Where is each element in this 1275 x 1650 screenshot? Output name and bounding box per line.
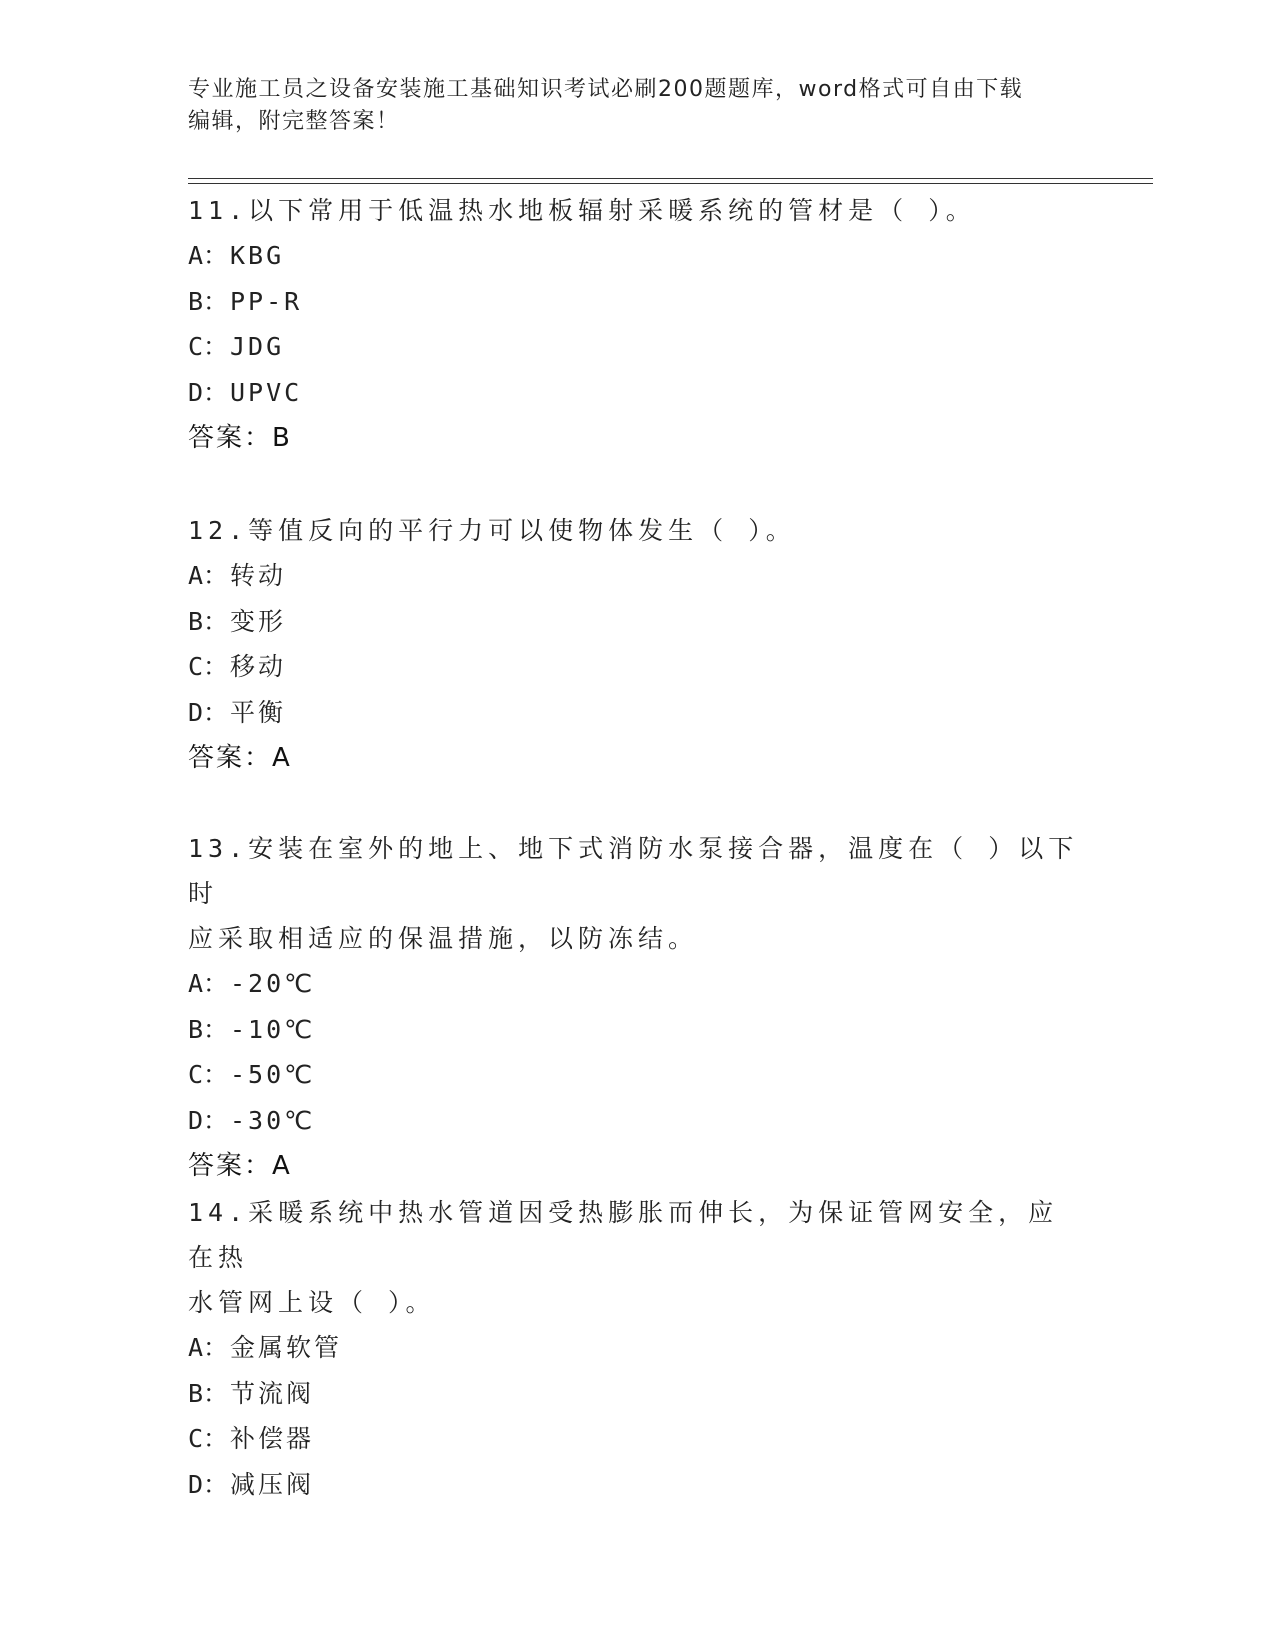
- option-key: B：: [188, 286, 229, 316]
- option-key: A：: [188, 561, 229, 590]
- option-text: UPVC: [230, 377, 303, 407]
- option-key: B：: [188, 1378, 229, 1408]
- option-text: PP-R: [230, 286, 303, 316]
- option-key: C：: [188, 1060, 229, 1089]
- document-header: [188, 74, 1088, 138]
- option-c: [188, 644, 1088, 690]
- option-key: D：: [188, 1469, 229, 1499]
- question-stem-line-1: 13.安装在室外的地上、地下式消防水泵接合器，温度在（ ）以下时: [188, 834, 1079, 908]
- question-13: [188, 826, 1088, 1189]
- option-key: D：: [188, 377, 229, 407]
- question-14: [188, 1190, 1088, 1507]
- option-text: JDG: [230, 332, 285, 361]
- header-line-1: 专业施工员之设备安装施工基础知识考试必刷200题题库，word格式可自由下载: [188, 77, 1024, 102]
- option-d: [188, 1098, 1088, 1144]
- option-b: [188, 599, 1088, 645]
- option-key: D：: [188, 697, 229, 727]
- option-text: KBG: [230, 241, 285, 270]
- option-d: [188, 690, 1088, 736]
- question-stem-line-1: 14.采暖系统中热水管道因受热膨胀而伸长，为保证管网安全，应在热: [188, 1198, 1059, 1272]
- option-text: -50℃: [230, 1060, 316, 1089]
- option-key: B：: [188, 606, 229, 636]
- question-11: [188, 188, 1088, 461]
- option-c: [188, 324, 1088, 370]
- option-key: A：: [188, 969, 229, 998]
- option-a: [188, 233, 1088, 279]
- option-key: C：: [188, 332, 229, 361]
- answer-line: 答案：A: [188, 1151, 292, 1181]
- answer-line: 答案：A: [188, 743, 292, 773]
- option-key: C：: [188, 1424, 229, 1453]
- option-d: [188, 1462, 1088, 1508]
- option-a: [188, 961, 1088, 1007]
- option-text: 转动: [230, 561, 287, 590]
- question-12: [188, 508, 1088, 781]
- option-key: C：: [188, 652, 229, 681]
- question-stem: 12.等值反向的平行力可以使物体发生（ ）。: [188, 516, 796, 545]
- option-key: D：: [188, 1105, 229, 1135]
- question-stem-line-2: 水管网上设（ ）。: [188, 1288, 436, 1317]
- option-a: [188, 1325, 1088, 1371]
- option-key: B：: [188, 1014, 229, 1044]
- option-d: [188, 370, 1088, 416]
- option-key: A：: [188, 1333, 229, 1362]
- option-text: 减压阀: [230, 1469, 315, 1499]
- option-text: -30℃: [230, 1105, 316, 1135]
- option-a: [188, 553, 1088, 599]
- option-b: [188, 1371, 1088, 1417]
- option-text: 补偿器: [230, 1424, 315, 1453]
- option-b: [188, 279, 1088, 325]
- question-stem: 11.以下常用于低温热水地板辐射采暖系统的管材是（ ）。: [188, 196, 976, 225]
- option-c: [188, 1416, 1088, 1462]
- option-text: 移动: [230, 652, 287, 681]
- question-stem-line-2: 应采取相适应的保温措施，以防冻结。: [188, 924, 699, 953]
- option-text: -20℃: [230, 969, 316, 998]
- option-text: -10℃: [230, 1014, 316, 1044]
- option-text: 节流阀: [230, 1378, 315, 1408]
- option-text: 金属软管: [230, 1333, 343, 1362]
- option-text: 变形: [230, 606, 287, 636]
- answer-line: 答案：B: [188, 423, 292, 453]
- header-line-2: 编辑，附完整答案！: [188, 109, 400, 134]
- option-text: 平衡: [230, 697, 287, 727]
- header-divider-top: [188, 178, 1153, 179]
- header-divider-bottom: [188, 183, 1153, 184]
- option-c: [188, 1052, 1088, 1098]
- option-b: [188, 1007, 1088, 1053]
- option-key: A：: [188, 241, 229, 270]
